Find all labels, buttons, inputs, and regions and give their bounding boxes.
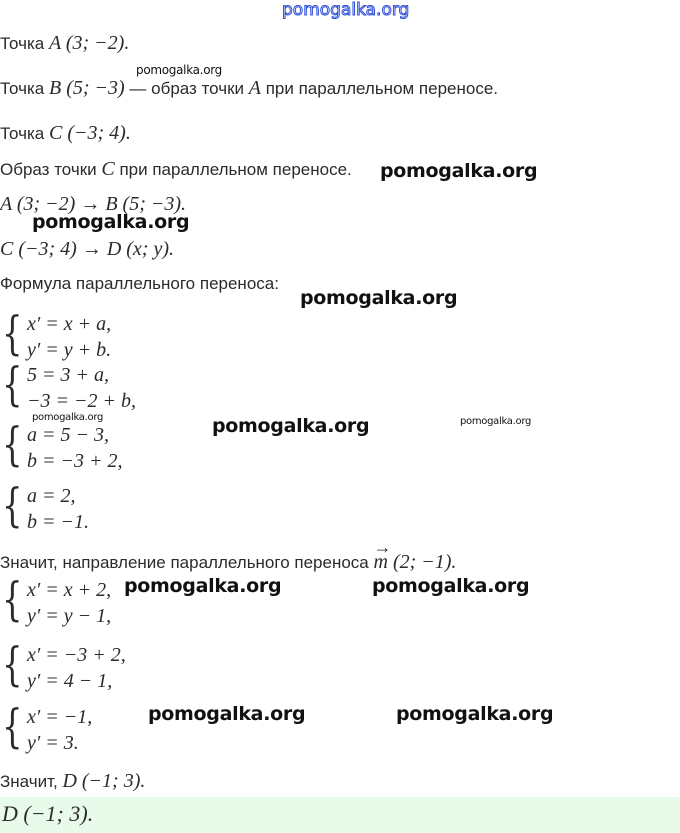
line-text: Значит, bbox=[0, 772, 63, 791]
system-row: y′ = 3. bbox=[27, 732, 79, 754]
system-row: y′ = 4 − 1, bbox=[27, 670, 113, 692]
line-text: Формула параллельного переноса: bbox=[0, 274, 279, 293]
answer-box bbox=[0, 797, 680, 833]
system-row: a = 2, bbox=[27, 485, 76, 507]
system-row: b = −1. bbox=[27, 511, 89, 533]
line-image-c bbox=[0, 158, 352, 181]
line-conclusion bbox=[0, 770, 145, 793]
watermark-text: pomogalka.org bbox=[396, 703, 554, 725]
line-text: Точка bbox=[0, 34, 45, 53]
brace-icon: { bbox=[2, 572, 23, 626]
math-vector-coords: (2; −1). bbox=[387, 551, 457, 573]
math-point-d: D (−1; 3). bbox=[62, 770, 146, 792]
system-row: y′ = y + b. bbox=[27, 339, 112, 361]
math-point-c: C (−3; 4). bbox=[49, 122, 131, 144]
watermark-text: pomogalka.org bbox=[124, 575, 282, 597]
system-row: −3 = −2 + b, bbox=[27, 390, 136, 412]
line-text: Точка bbox=[0, 124, 45, 143]
watermark-text: pomogalka.org bbox=[32, 412, 104, 423]
system-row: x′ = −1, bbox=[27, 706, 93, 728]
brace-icon: { bbox=[2, 478, 23, 532]
system-row: 5 = 3 + a, bbox=[27, 364, 109, 386]
answer-text: D (−1; 3). bbox=[2, 801, 94, 826]
line-point-c bbox=[0, 122, 131, 145]
math-mapping-ab: A (3; −2) → B (5; −3). bbox=[0, 193, 187, 215]
system-row: b = −3 + 2, bbox=[27, 450, 123, 472]
brace-icon: { bbox=[2, 417, 23, 471]
watermark-text: pomogalka.org bbox=[380, 160, 538, 182]
brace-icon: { bbox=[2, 306, 23, 360]
line-formula-heading bbox=[0, 273, 279, 295]
math-a: A bbox=[248, 77, 261, 99]
watermark-text: pomogalka.org bbox=[212, 415, 370, 437]
system-row: x′ = x + a, bbox=[27, 313, 112, 335]
line-mapping-cd bbox=[0, 238, 174, 261]
line-text: Образ точки bbox=[0, 160, 102, 179]
watermark-text: pomogalka.org bbox=[300, 287, 458, 309]
watermark-text: pomogalka.org bbox=[460, 416, 532, 427]
line-text: — образ точки bbox=[124, 79, 249, 98]
site-watermark-top[interactable]: pomogalka.org bbox=[282, 0, 410, 20]
brace-icon: { bbox=[2, 699, 23, 753]
system-row: x′ = −3 + 2, bbox=[27, 644, 126, 666]
system-row: x′ = x + 2, bbox=[27, 579, 112, 601]
line-text: Значит, направление параллельного переноса bbox=[0, 553, 374, 572]
line-point-a bbox=[0, 32, 129, 55]
line-text: при параллельном переносе. bbox=[114, 160, 352, 179]
vector-m: → m bbox=[374, 551, 388, 573]
system-row: y′ = y − 1, bbox=[27, 605, 112, 627]
math-point-b: B (5; −3) bbox=[49, 77, 125, 99]
watermark-text: pomogalka.org bbox=[148, 703, 306, 725]
math-c: C bbox=[101, 158, 115, 180]
watermark-text: pomogalka.org bbox=[372, 575, 530, 597]
math-mapping-cd: C (−3; 4) → D (x; y). bbox=[0, 238, 174, 260]
line-point-b bbox=[0, 77, 498, 100]
line-text: Точка bbox=[0, 79, 45, 98]
system-row: a = 5 − 3, bbox=[27, 424, 109, 446]
watermark-text: pomogalka.org bbox=[136, 63, 222, 77]
brace-icon: { bbox=[2, 637, 23, 691]
line-translation-vector bbox=[0, 551, 456, 574]
brace-icon: { bbox=[2, 357, 23, 411]
math-point-a: A (3; −2). bbox=[49, 32, 130, 54]
line-text: при параллельном переносе. bbox=[261, 79, 499, 98]
watermark-text: pomogalka.org bbox=[32, 211, 190, 233]
